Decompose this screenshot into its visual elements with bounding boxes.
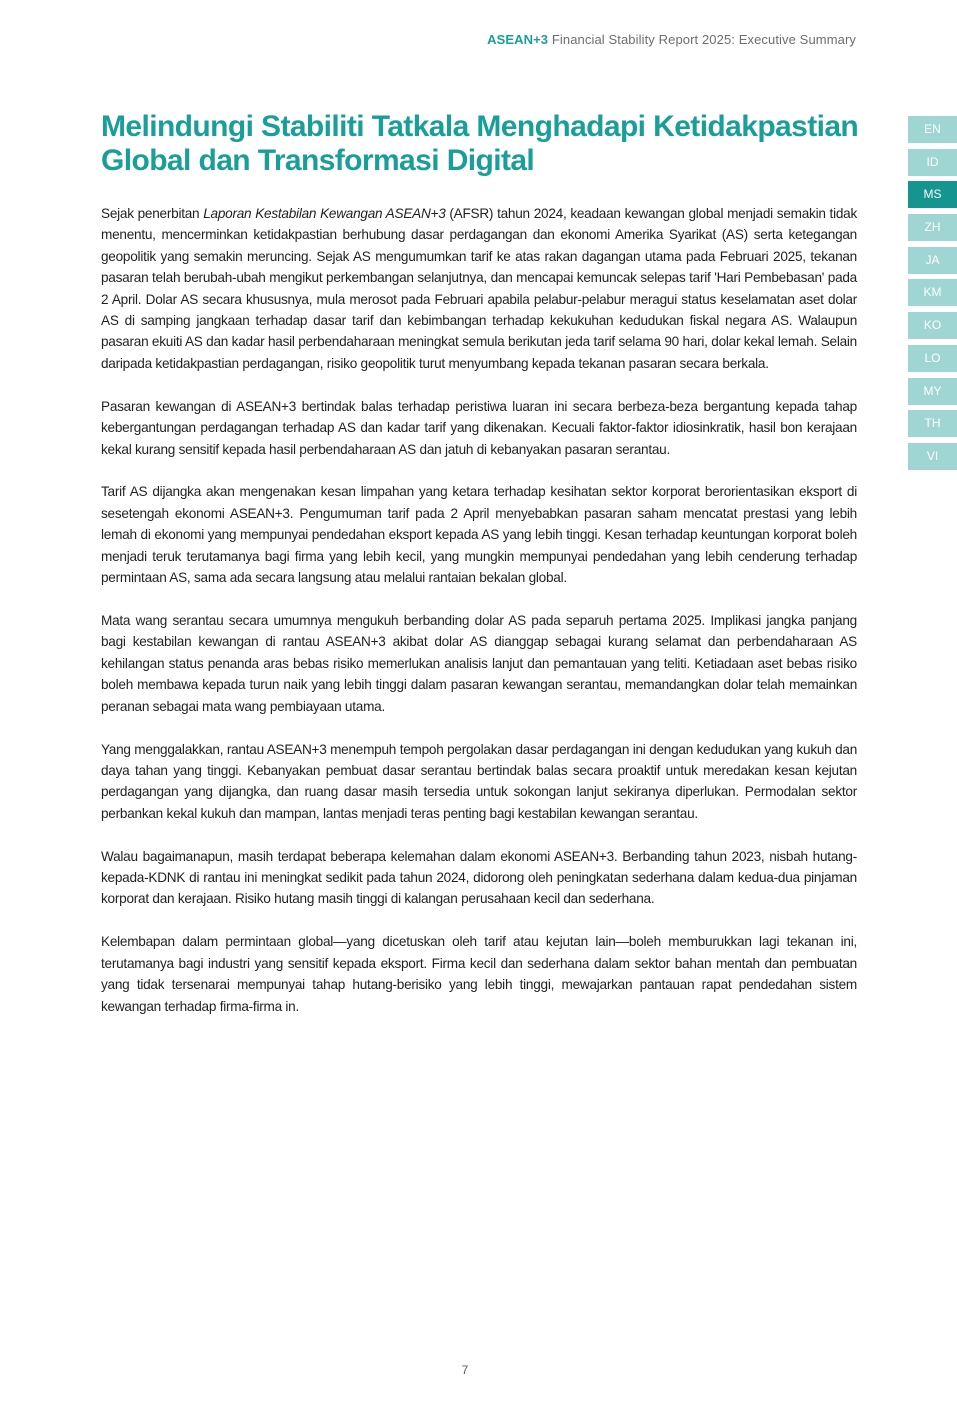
- paragraph-6: Walau bagaimanapun, masih terdapat beberapa kelemahan dalam ekonomi ASEAN+3. Berbanding tahun 2023, nisbah hutang-kepada-KDNK di rantau ini meningkat sedikit pada tahun 2024, didorong oleh peningkatan sederhana dalam kedua-dua pinjaman korporat dan kerajaan. Risiko hutang masih tinggi di kalangan perusahaan kecil dan sederhana.: [101, 848, 857, 907]
- lang-tab-vi[interactable]: VI: [908, 443, 957, 470]
- page-title: [101, 110, 861, 178]
- language-nav: [908, 116, 957, 476]
- title-line-1: Melindungi Stabiliti Tatkala Menghadapi Ketidakpastian: [101, 110, 859, 143]
- paragraph-1: [101, 203, 857, 374]
- header-subtitle: Financial Stability Report 2025: Executive Summary: [548, 32, 856, 47]
- paragraph-3: Tarif AS dijangka akan mengenakan kesan limpahan yang ketara terhadap kesihatan sektor korporat berorientasikan eksport di sesetengah ekonomi ASEAN+3. Pengumuman tarif pada 2 April menyebabkan pasaran saham mencatat prestasi yang lebih lemah di ekonomi yang mempunyai pendedahan eksport kepada AS yang lebih tinggi. Kesan terhadap keuntungan korporat boleh menjadi teruk terutamanya bagi firma yang lebih kecil, yang mungkin mempunyai pendedahan yang lebih cenderung terhadap permintaan AS, sama ada secara langsung atau melalui rantaian bekalan global.: [101, 484, 857, 586]
- lang-tab-ms[interactable]: MS: [908, 181, 957, 208]
- lang-tab-my[interactable]: MY: [908, 378, 957, 405]
- lang-tab-en[interactable]: EN: [908, 116, 957, 143]
- lang-tab-lo[interactable]: LO: [908, 345, 957, 372]
- lang-tab-zh[interactable]: ZH: [908, 214, 957, 241]
- running-header: [487, 32, 856, 47]
- header-brand: ASEAN+3: [487, 32, 549, 47]
- report-title-italic: Laporan Kestabilan Kewangan ASEAN+3: [203, 206, 446, 221]
- page-number: 7: [461, 1363, 469, 1377]
- lang-tab-th[interactable]: TH: [908, 410, 957, 437]
- title-line-2: Global dan Transformasi Digital: [101, 144, 535, 177]
- lang-tab-ja[interactable]: JA: [908, 247, 957, 274]
- paragraph-2: Pasaran kewangan di ASEAN+3 bertindak balas terhadap peristiwa luaran ini secara berbeza-beza bergantung kepada tahap kebergantungan perdagangan terhadap AS dan kadar tarif yang dikenakan. Kecuali faktor-faktor idiosinkratik, hasil bon kerajaan kekal kurang sensitif kepada hasil perbendaharaan AS dan jatuh di kebanyakan pasaran serantau.: [101, 398, 857, 457]
- body-content: [101, 203, 857, 1039]
- paragraph-1-text-b: (AFSR) tahun 2024, keadaan kewangan global menjadi semakin tidak menentu, mencerminkan ketidakpastian berhubung dasar perdagangan dan ekonomi Amerika Syarikat (AS) serta ketegangan geopolitik yang semakin meruncing. Sejak AS mengumumkan tarif ke atas rakan dagangan utama pada Februari 2025, tekanan pasaran telah berubah-ubah mengikut perkembangan selanjutnya, dan mencapai kemuncak selepas tarif 'Hari Pembebasan' pada 2 April. Dolar AS secara khususnya, mula merosot pada Februari apabila pelabur-pelabur meragui status keselamatan aset dolar AS di samping jangkaan terhadap dasar tarif dan kebimbangan terhadap kekukuhan kedudukan fiskal negara AS. Walaupun pasaran ekuiti AS dan kadar hasil perbendaharaan meningkat semula berikutan jeda tarif selama 90 hari, dolar kekal lemah. Selain daripada ketidakpastian perdagangan, risiko geopolitik turut menyumbang kepada tekanan pasaran secara berkala.: [101, 206, 857, 371]
- lang-tab-km[interactable]: KM: [908, 279, 957, 306]
- lang-tab-id[interactable]: ID: [908, 149, 957, 176]
- lang-tab-ko[interactable]: KO: [908, 312, 957, 339]
- paragraph-7: Kelembapan dalam permintaan global—yang dicetuskan oleh tarif atau kejutan lain—boleh memburukkan lagi tekanan ini, terutamanya bagi industri yang sensitif kepada eksport. Firma kecil dan sederhana dalam sektor bahan mentah dan pembuatan yang tidak tersenarai mempunyai tahap hutang-berisiko yang lebih tinggi, mewajarkan pantauan rapat pendedahan sistem kewangan terhadap firma-firma in.: [101, 934, 857, 1014]
- paragraph-1-text-a: Sejak penerbitan: [101, 206, 204, 221]
- paragraph-4: Mata wang serantau secara umumnya mengukuh berbanding dolar AS pada separuh pertama 2025. Implikasi jangka panjang bagi kestabilan kewangan di rantau ASEAN+3 akibat dolar AS dianggap sebagai kurang selamat dan perbendaharaan AS kehilangan status penanda aras bebas risiko memerlukan analisis lanjut dan pemantauan yang teliti. Ketiadaan aset bebas risiko boleh membawa kepada turun naik yang lebih tinggi dalam pasaran kewangan serantau, memandangkan dolar telah memainkan peranan sebagai mata wang pembiayaan utama.: [101, 613, 857, 714]
- paragraph-5: Yang menggalakkan, rantau ASEAN+3 menempuh tempoh pergolakan dasar perdagangan ini dengan kedudukan yang kukuh dan daya tahan yang tinggi. Kebanyakan pembuat dasar serantau bertindak balas secara proaktif untuk meredakan kesan kejutan perdagangan yang dijangka, dan ruang dasar masih tersedia untuk sokongan lanjut sekiranya diperlukan. Permodalan sektor perbankan kekal kukuh dan mampan, lantas menjadi teras penting bagi kestabilan kewangan serantau.: [101, 741, 857, 821]
